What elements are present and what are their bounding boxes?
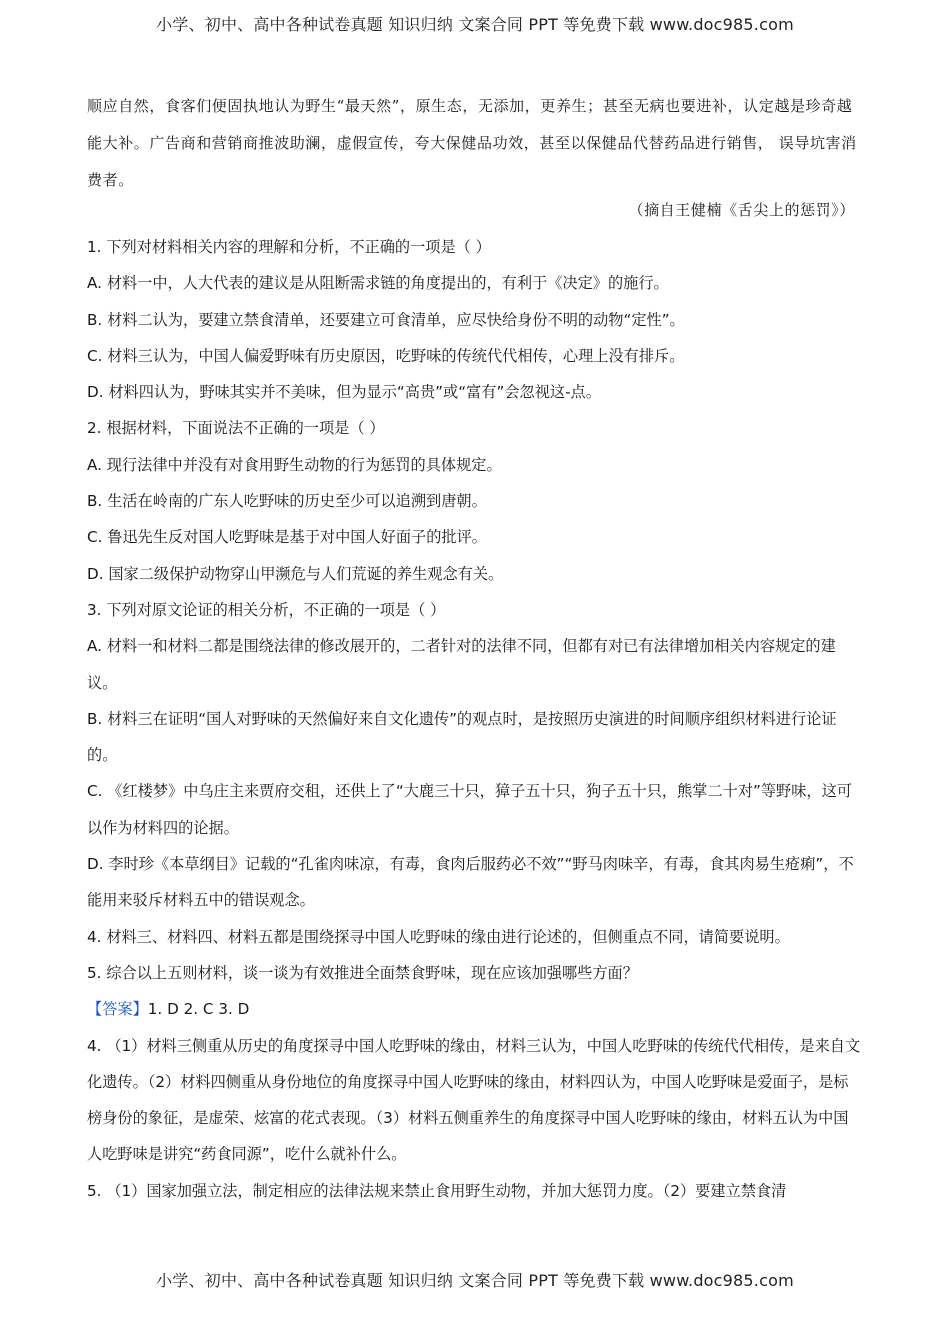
passage-source: （摘自王健楠《舌尖上的惩罚》） [628, 201, 855, 219]
passage-continuation [87, 88, 863, 199]
question-2-option-c: C. 鲁迅先生反对国人吃野味是基于对中国人好面子的批评。 [87, 528, 487, 547]
question-3-option-d: D. 李时珍《本草纲目》记载的“孔雀肉味凉，有毒，食肉后服药必不效”“野马肉味辛，有毒，食其肉易生疮痢”，不能用来驳斥材料五中的错误观念。 [87, 855, 854, 910]
question-3: 3. 下列对原文论证的相关分析，不正确的一项是（ ） [87, 600, 446, 619]
answer-5: 5. （1）国家加强立法，制定相应的法律法规来禁止食用野生动物，并加大惩罚力度。（2）要建立禁食清 [87, 1181, 787, 1200]
question-1: 1. 下列对材料相关内容的理解和分析，不正确的一项是（ ） [87, 238, 491, 256]
question-3-option-a: A. 材料一和材料二都是围绕法律的修改展开的，二者针对的法律不同，但都有对已有法律增加相关内容规定的建议。 [87, 637, 836, 692]
answer-choices-text: 1. D 2. C 3. D [147, 1000, 250, 1019]
question-2-option-a: A. 现行法律中并没有对食用野生动物的行为惩罚的具体规定。 [87, 455, 502, 474]
question-2: 2. 根据材料，下面说法不正确的一项是（ ） [87, 419, 385, 438]
question-1-option-b: B. 材料二认为，要建立禁食清单，还要建立可食清单，应尽快给身份不明的动物“定性”。 [87, 310, 685, 329]
question-5: 5. 综合以上五则材料，谈一谈为有效推进全面禁食野味，现在应该加强哪些方面？ [87, 963, 638, 982]
question-1-option-c: C. 材料三认为，中国人偏爱野味有历史原因，吃野味的传统代代相传，心理上没有排斥。 [87, 346, 685, 365]
passage-text: 顺应自然，食客们便固执地认为野生“最天然”，原生态，无添加，更养生；甚至无病也要进补，认定越是珍奇越能大补。广告商和营销商推波助澜，虚假宣传，夸大保健品功效，甚至以保健品代替药品进行销售， 误导坑害消费者。 [87, 97, 857, 189]
question-1-option-a: A. 材料一中，人大代表的建议是从阻断需求链的角度提出的，有利于《决定》的施行。 [87, 274, 669, 293]
question-3-option-b: B. 材料三在证明“国人对野味的天然偏好来自文化遗传”的观点时，是按照历史演进的时间顺序组织材料进行论证的。 [87, 709, 837, 765]
page-footer: 小学、初中、高中各种试卷真题 知识归纳 文案合同 PPT 等免费下载 www.doc985.com [156, 1271, 794, 1290]
question-2-option-b: B. 生活在岭南的广东人吃野味的历史至少可以追溯到唐朝。 [87, 492, 487, 511]
question-3-option-c: C. 《红楼梦》中乌庄主来贾府交租，还供上了“大鹿三十只，獐子五十只，狗子五十只，熊掌二十对”等野味，这可以作为材料四的论据。 [87, 782, 852, 837]
questions-section [87, 229, 863, 1209]
answer-tag: 【答案】 [87, 1000, 148, 1019]
question-1-option-d: D. 材料四认为，野味其实并不美味，但为显示“高贵”或“富有”会忽视这-点。 [87, 383, 601, 402]
question-4: 4. 材料三、材料四、材料五都是围绕探寻中国人吃野味的缘由进行论述的，但侧重点不同，请简要说明。 [87, 927, 790, 946]
page-header: 小学、初中、高中各种试卷真题 知识归纳 文案合同 PPT 等免费下载 www.doc985.com [156, 15, 794, 34]
answer-4: 4. （1）材料三侧重从历史的角度探寻中国人吃野味的缘由，材料三认为，中国人吃野味的传统代代相传，是来自文化遗传。（2）材料四侧重从身份地位的角度探寻中国人吃野味的缘由，材料四认为，中国人吃野味是爱面子，是标榜身份的象征，是虚荣、炫富的花式表现。（3）材料五侧重养生的角度探寻中国人吃野味的缘由，材料五认为中国人吃野味是讲究“药食同源”，吃什么就补什么。 [87, 1036, 861, 1164]
answer-choices [87, 991, 863, 1027]
question-2-option-d: D. 国家二级保护动物穿山甲濒危与人们荒诞的养生观念有关。 [87, 564, 504, 583]
